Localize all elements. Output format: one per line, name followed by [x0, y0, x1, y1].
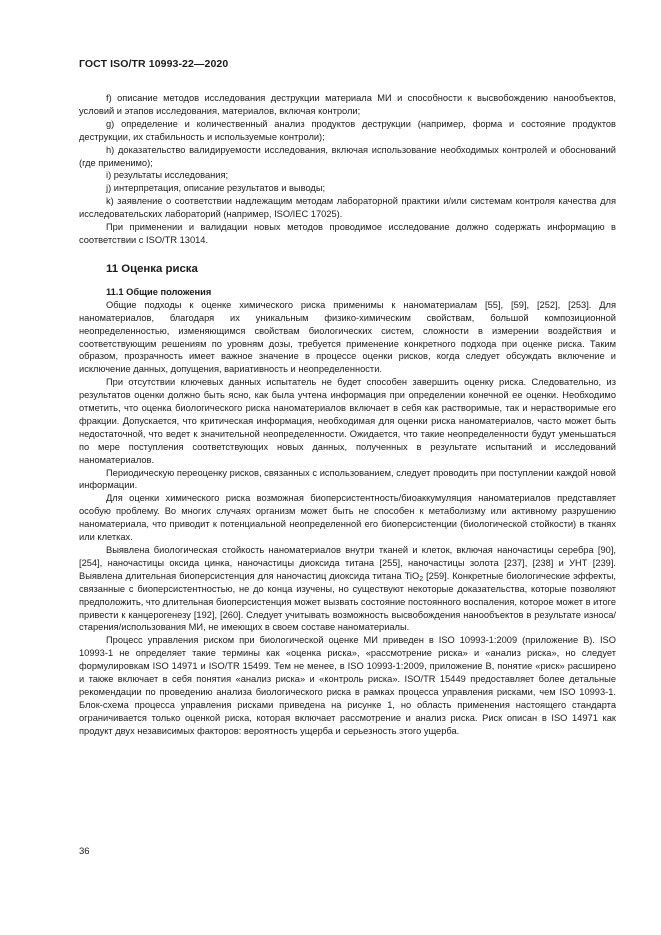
page-number: 36 — [79, 846, 90, 857]
section-title: 11 Оценка риска — [106, 262, 198, 275]
tio2-subscript: 2 — [419, 575, 424, 583]
paragraph-missing-data: При отсутствии ключевых данных испытатель не будет способен завершить оценку риска. Следовательно, из результатов оценки должно быть ясно, как была учтена информация при определении конечной ее оценки. Необходимо отметить, что оценка биологического риска наноматериалов включает в себя как растворимые, так и нерастворимые его фракции. Допускается, что критическая информация, необходимая для оценки риска наноматериалов, часто может быть недостаточной, что ведет к значительной неопределенности. Ожидается, что такие неопределенности будут уменьшаться по мере поступления соответствующих новых данных, полученных в результате испытаний и исследований наноматериалов. — [79, 377, 616, 465]
subsection-title: 11.1 Общие положения — [106, 286, 212, 297]
list-item-j: j) интерпретация, описание результатов и выводы; — [106, 183, 326, 194]
list-item-g: g) определение и количественный анализ продуктов деструкции (например, форма и состояние продуктов деструкции, их стабильность и используемые контроли); — [79, 118, 616, 142]
paragraph-risk-management: Процесс управления риском при биологической оценке МИ приведен в ISO 10993-1:2009 (приложение В). ISO 10993-1 не определяет такие термины как «оценка риска», «рассмотрение риска» и «анализ риска», но следует формулировкам ISO 14971 и ISO/TR 15499. Тем не менее, в ISO 10993-1:2009, приложение В, понятие «риск» расширено и также включает в себя понятия «анализ риска» и «контроль риска». ISO/TR 15449 предоставляет более детальные рекомендации по проведению анализа биологического риска в рамках процесса управления рисками, чем ISO 10993-1. Блок-схема процесса управления рисками приведена на рисунке 1, но область применения настоящего стандарта ограничивается только оценкой риска, которая включает рассмотрение и анализ риска. Риск описан в ISO 14971 как продукт двух независимых факторов: вероятность ущерба и серьезность этого ущерба. — [79, 635, 616, 736]
list-item-i: i) результаты исследования; — [106, 170, 229, 181]
document-header: ГОСТ ISO/TR 10993-22—2020 — [79, 58, 229, 70]
paragraph-biopersistence: Для оценки химического риска возможная биоперсистентность/биоаккумуляция наноматериалов представляет особую проблему. Во многих случаях организм может быть не способен к метаболизму или активному разрушению наноматериала, что приводит к потенциальной неопределенной его биоперсистенции (биологической стойкости) в тканях или клетках. — [79, 493, 616, 543]
paragraph-tio2 — [79, 544, 616, 634]
tio2-text-after: [259]. Конкретные биологические эффекты, связанные с биоперсистентностью, не до конца изучены, но существуют некоторые доказательства, которые позволяют предположить, что длительная биоперсистенция может вызвать состояние постоянного воспаления, которое может в итоге привести к канцерогенезу [192], [260]. Следует учитывать возможность высвобождения нанообъектов в результате износа/старения/использования МИ, не имеющих в своем составе наноматериалы. — [79, 570, 616, 633]
list-item-h: h) доказательство валидируемости исследования, включая использование необходимых контролей и обоснований (где применимо); — [79, 144, 616, 168]
paragraph-periodic-review: Периодическую переоценку рисков, связанных с использованием, следует проводить при поступлении каждой новой информации. — [79, 467, 616, 491]
list-item-f: f) описание методов исследования деструкции материала МИ и способности к высвобождению нанообъектов, условий и этапов исследования, материалов, включая контроли; — [79, 93, 616, 116]
page-content — [79, 92, 616, 738]
paragraph-general-approaches: Общие подходы к оценке химического риска применимы к наноматериалам [55], [59], [252], [253]. Для наноматериалов, благодаря их уникальным физико-химическим свойствам, большой композиционной неопределенностью, изменяющимся свойствам биологических систем, сложности в измерении воздействия и соответствующим решениям по уровням дозы, требуется применение конкретного подхода при оценке риска. Таким образом, прозрачность имеет важное значение в процессе оценки рисков, когда следует обсуждать включение и исключение данных, допущения, вариативность и неопределенности. — [79, 299, 616, 375]
paragraph-new-methods: При применении и валидации новых методов проводимое исследование должно содержать информацию в соответствии с ISO/TR 13014. — [79, 222, 616, 245]
list-item-k: k) заявление о соответствии надлежащим методам лабораторной практики и/или системам контроля качества для исследовательских лабораторий (например, ISO/IEC 17025). — [79, 196, 616, 220]
tio2-text-before: Выявлена биологическая стойкость наноматериалов внутри тканей и клеток, включая наночастицы серебра [90], [254], наночастицы оксида цинка, наночастицы диоксида титана [255], наночастицы золота [237], [238] и УНТ [239]. Выявлена длительная биоперсистенция для наночастиц диоксида титана TiO — [79, 545, 616, 581]
